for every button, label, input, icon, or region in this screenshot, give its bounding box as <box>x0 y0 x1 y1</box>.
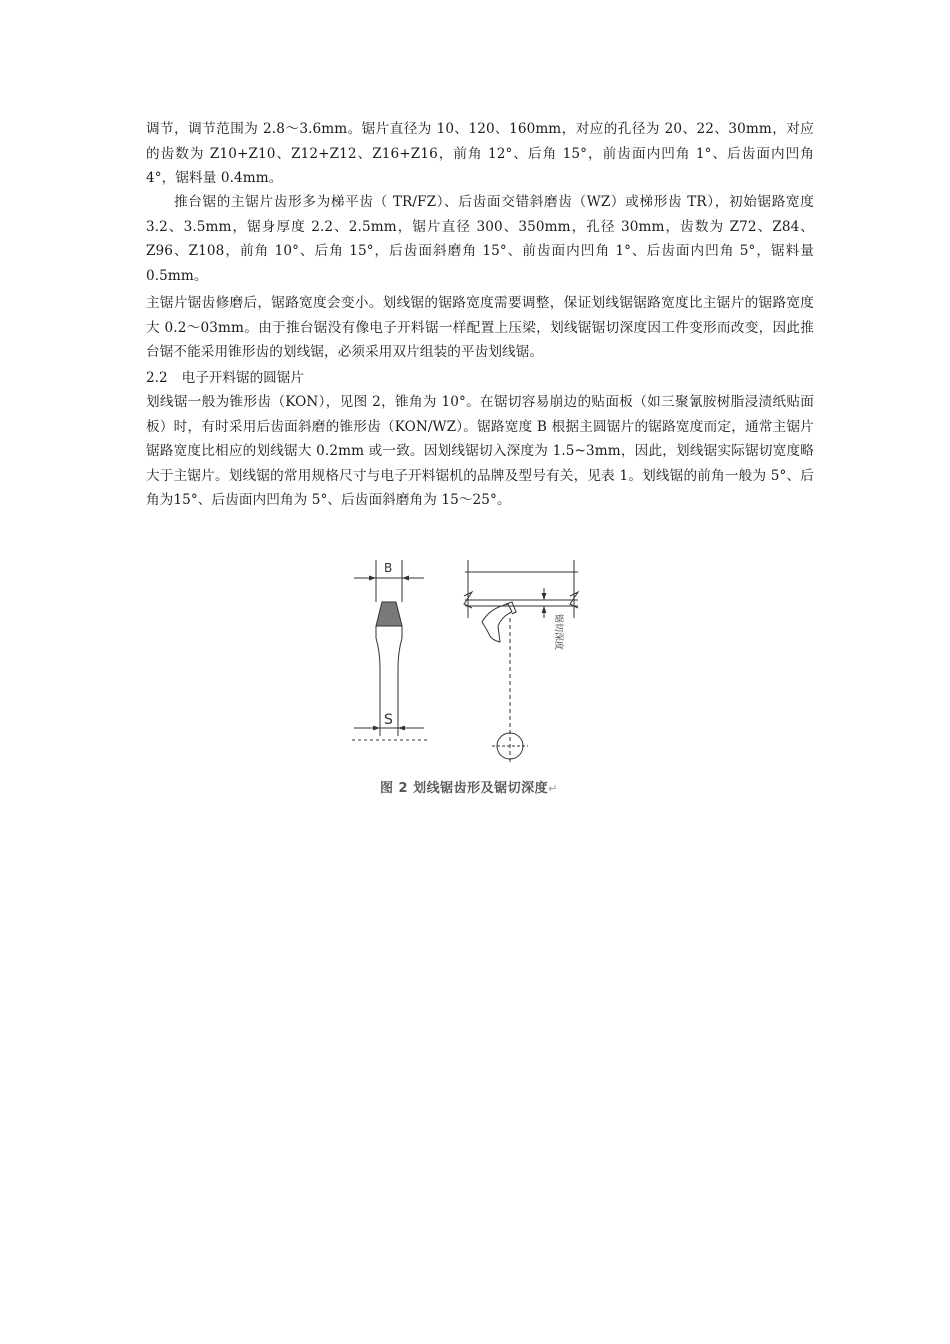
cutting-depth-drawing <box>464 560 578 762</box>
paragraph-1: 调节，调节范围为 2.8～3.6mm。锯片直径为 10、120、160mm，对应的孔径为 20、22、30mm，对应的齿数为 Z10+Z10、Z12+Z12、Z16+Z16，前角 12°、后角 15°，前齿面内凹角 1°、后齿面内凹角 4°，锯料量 0.4mm。 <box>146 121 814 186</box>
section-number: 2.2 <box>146 370 168 386</box>
label-s: S <box>384 712 393 728</box>
paragraph-3: 主锯片锯齿修磨后，锯路宽度会变小。划线锯的锯路宽度需要调整，保证划线锯锯路宽度比主锯片的锯路宽度大 0.2～03mm。由于推台锯没有像电子开料锯一样配置上压梁，划线锯锯切深度因工件变形而改变，因此推台锯不能采用锥形齿的划线锯，必须采用双片组装的平齿划线锯。 <box>146 295 814 360</box>
figure-caption <box>380 777 558 796</box>
figure-caption-text: 图 2 划线锯齿形及锯切深度 <box>380 781 549 796</box>
label-cutting-depth: 锯切深度 <box>553 614 563 651</box>
section-heading <box>146 366 304 390</box>
saw-tooth-figure <box>340 552 600 762</box>
return-mark: ↵ <box>548 782 558 795</box>
paragraph-2: 推台锯的主锯片齿形多为梯平齿（ TR/FZ）、后齿面交错斜磨齿（WZ）或梯形齿 TR），初始锯路宽度 3.2、3.5mm，锯身厚度 2.2、2.5mm，锯片直径 300、350mm，孔径 30mm，齿数为 Z72、Z84、Z96、Z108，前角 10°、后角 15°，后齿面斜磨角 15°、前齿面内凹角 1°、后齿面内凹角 5°，锯料量 0.5mm。 <box>146 194 814 284</box>
section-title: 电子开料锯的圆锯片 <box>181 370 304 386</box>
label-b: B <box>384 561 393 575</box>
section-paragraph: 划线锯一般为锥形齿（KON），见图 2，锥角为 10°。在锯切容易崩边的贴面板（如三聚氰胺树脂浸渍纸贴面板）时，有时采用后齿面斜磨的锥形齿（KON/WZ）。锯路宽度 B 根据主圆锯片的锯路宽度而定，通常主锯片锯路宽度比相应的划线锯大 0.2mm 或一致。因划线锯切入深度为 1.5~3mm，因此，划线锯实际锯切宽度略大于主锯片。划线锯的常用规格尺寸与电子开料锯机的品牌及型号有关，见表 1。划线锯的前角一般为 5°、后角为15°、后齿面内凹角为 5°、后齿面斜磨角为 15～25°。 <box>146 394 814 508</box>
